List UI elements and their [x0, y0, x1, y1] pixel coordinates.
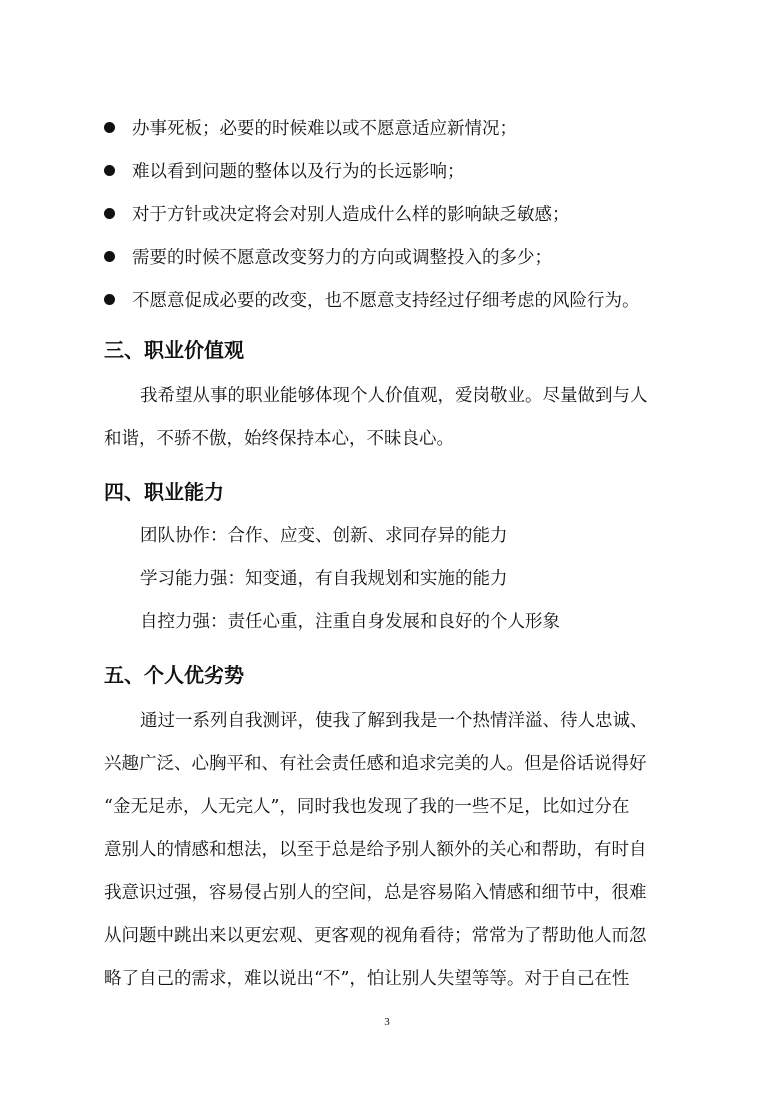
paragraph-line: 和谐，不骄不傲，始终保持本心，不昧良心。: [104, 429, 454, 449]
ability-line: 学习能力强：知变通，有自我规划和实施的能力: [140, 569, 508, 589]
bullet-text: 对于方针或决定将会对别人造成什么样的影响缺乏敏感；: [132, 205, 570, 225]
paragraph-line: 通过一系列自我测评，使我了解到我是一个热情洋溢、待人忠诚、: [140, 711, 648, 731]
paragraph-line: 我意识过强，容易侵占别人的空间，总是容易陷入情感和细节中，很难: [104, 883, 647, 903]
bullet-dot-icon: [104, 251, 115, 262]
bullet-text: 难以看到问题的整体以及行为的长远影响；: [132, 162, 465, 182]
career-values-paragraph: [104, 375, 684, 461]
career-abilities-list: [104, 515, 684, 644]
bullet-text: 需要的时候不愿意改变努力的方向或调整投入的多少；: [132, 248, 552, 268]
bullet-dot-icon: [104, 294, 115, 305]
bullet-text: 不愿意促成必要的改变，也不愿意支持经过仔细考虑的风险行为。: [132, 291, 640, 311]
paragraph-line: 我希望从事的职业能够体现个人价值观，爱岗敬业。尽量做到与人: [140, 386, 648, 406]
paragraph-line: 意别人的情感和想法，以至于总是给予别人额外的关心和帮助，有时自: [104, 840, 647, 860]
paragraph-line: 兴趣广泛、心胸平和、有社会责任感和追求完美的人。但是俗话说得好: [104, 754, 647, 774]
paragraph-line: 从问题中跳出来以更宏观、更客观的视角看待；常常为了帮助他人而忽: [104, 926, 647, 946]
bullet-dot-icon: [104, 165, 115, 176]
paragraph-line: 略了自己的需求，难以说出“不”，怕让别人失望等等。对于自己在性: [104, 969, 630, 989]
list-item: [104, 235, 694, 278]
page-number: 3: [384, 1016, 390, 1028]
strengths-weaknesses-paragraph: [104, 700, 684, 1001]
ability-line: 自控力强：责任心重，注重自身发展和良好的个人形象: [140, 612, 560, 632]
ability-line: 团队协作：合作、应变、创新、求同存异的能力: [140, 526, 508, 546]
section-heading-strengths-weaknesses: 五、个人优劣势: [104, 663, 244, 687]
list-item: [104, 106, 694, 149]
list-item: [104, 278, 694, 321]
bullet-dot-icon: [104, 208, 115, 219]
section-heading-career-abilities: 四、职业能力: [104, 480, 224, 504]
section-heading-career-values: 三、职业价值观: [104, 338, 244, 362]
list-item: [104, 149, 694, 192]
list-item: [104, 192, 694, 235]
bullet-dot-icon: [104, 122, 115, 133]
weakness-bullet-list: [104, 106, 694, 321]
bullet-text: 办事死板；必要的时候难以或不愿意适应新情况；: [132, 119, 517, 139]
paragraph-line: “金无足赤，人无完人”，同时我也发现了我的一些不足，比如过分在: [104, 797, 630, 817]
